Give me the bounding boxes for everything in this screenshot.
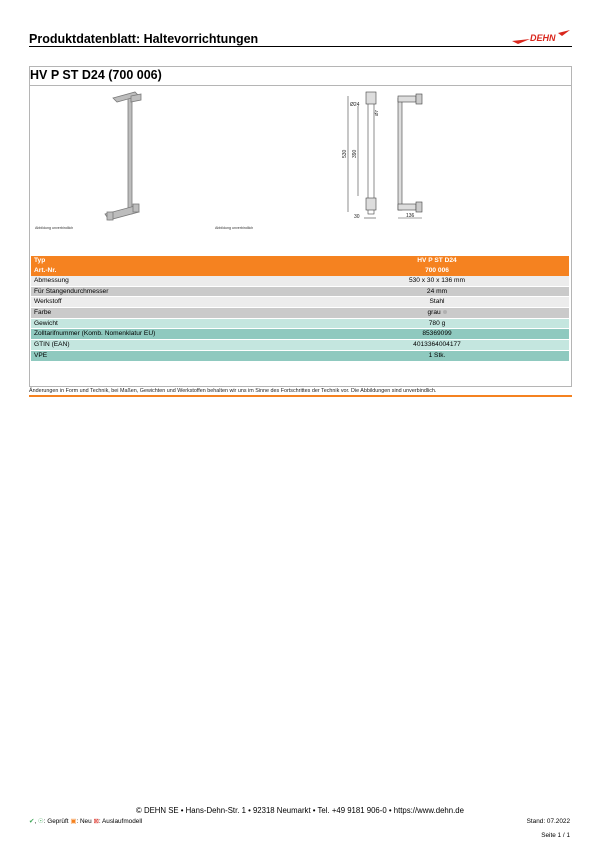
check-icon: ✔: [29, 818, 35, 825]
dim-dia-top: Ø24: [350, 102, 360, 108]
row-key: Für Stangendurchmesser: [34, 287, 109, 295]
disclaimer: Änderungen in Form und Technik, bei Maßen, Gewichten und Werkstoffen behalten wir uns im Sinne des Fortschrittes der Technik vor. Die Abbildungen sind unverbindlich.: [29, 388, 437, 394]
image-note-left: Abbildung unverbindlich: [35, 226, 74, 230]
legend-checked: Geprüft: [47, 818, 69, 825]
dim-530: 530: [342, 149, 348, 158]
page-header: [29, 30, 572, 47]
table-row: [31, 297, 569, 308]
row-key: GTIN (EAN): [34, 341, 70, 349]
dehn-logo: [510, 27, 572, 47]
row-key: Abmessung: [34, 277, 69, 284]
product-image: [95, 88, 155, 228]
row-key: Gewicht: [34, 319, 58, 327]
table-row: [31, 287, 569, 298]
head-key: Art.-Nr.: [34, 267, 57, 274]
table-row: [31, 329, 569, 340]
table-row: [31, 308, 569, 319]
row-value: 4013364004177: [413, 341, 461, 349]
row-value: 780 g: [428, 319, 446, 327]
color-swatch-icon: [443, 310, 447, 314]
stand-date: Stand: 07.2022: [526, 818, 570, 825]
row-key: VPE: [34, 351, 48, 359]
new-icon: ▣: [70, 818, 77, 825]
image-note-right: Abbildung unverbindlich: [215, 226, 254, 230]
table-head-row: [31, 256, 569, 266]
discontinued-icon: ⊠: [93, 818, 99, 825]
row-key: Zolltarifnummer (Komb. Nomenklatur EU): [34, 330, 156, 338]
svg-text:DEHN: DEHN: [530, 33, 556, 43]
dim-136: 136: [406, 213, 415, 219]
table-head-row: [31, 266, 569, 276]
product-title: HV P ST D24 (700 006): [30, 68, 162, 82]
spec-table: [31, 256, 569, 362]
row-value: Stahl: [429, 298, 445, 306]
table-row: [31, 276, 569, 287]
page-title: Produktdatenblatt: Haltevorrichtungen: [29, 32, 259, 46]
legend-new: Neu: [79, 818, 92, 825]
row-key: Werkstoff: [34, 298, 62, 306]
row-value: 530 x 30 x 136 mm: [408, 277, 466, 284]
row-key: Farbe: [34, 309, 52, 317]
page-number: Seite 1 / 1: [541, 832, 570, 839]
head-key: Typ: [34, 257, 46, 264]
card-divider: [29, 85, 572, 86]
legend-old: Auslaufmodell: [102, 818, 143, 825]
technical-drawing: [340, 88, 440, 223]
footer-address: © DEHN SE • Hans-Dehn-Str. 1 • 92318 Neumarkt • Tel. +49 9181 906-0 • https://www.dehn.de: [136, 806, 464, 815]
dim-30: 30: [354, 214, 360, 220]
color-value: grau: [427, 309, 441, 317]
orange-divider: [29, 395, 572, 397]
head-value: HV P ST D24: [417, 257, 457, 264]
checked-circle-icon: ☉: [37, 818, 44, 825]
row-value: 85369099: [422, 330, 452, 338]
table-row: [31, 351, 569, 362]
status-legend: ✔, ☉: Geprüft ▣: Neu ⊠: Auslaufmodell: [29, 818, 143, 825]
row-value: [302, 308, 572, 318]
row-value: 1 Stk.: [428, 351, 446, 359]
row-value: 24 mm: [426, 287, 448, 295]
table-row: [31, 319, 569, 330]
dim-390: 390: [352, 149, 358, 158]
table-row: [31, 340, 569, 351]
dim-dia-small: Ø7: [374, 109, 379, 116]
head-value: 700 006: [425, 267, 449, 274]
